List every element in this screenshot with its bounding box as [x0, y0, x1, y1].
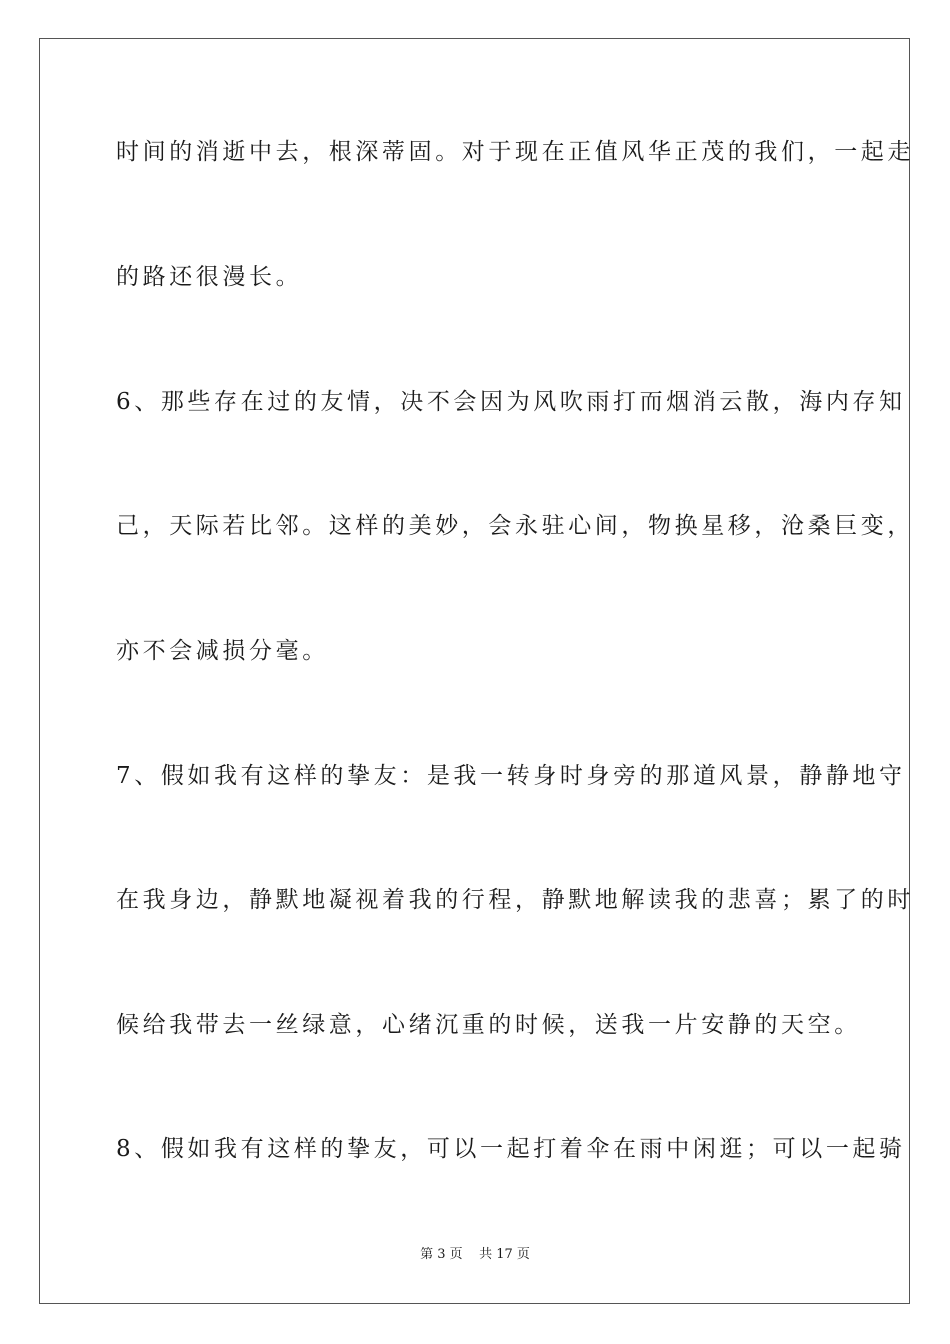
text-line: 在我身边，静默地凝视着我的行程，静默地解读我的悲喜；累了的时: [116, 887, 914, 913]
text-line: 7、假如我有这样的挚友：是我一转身时身旁的那道风景，静静地守: [116, 763, 906, 789]
page-number-footer: 第 3 页 共 17 页: [420, 1247, 530, 1262]
page-border: [39, 38, 914, 1304]
text-line: 的路还很漫长。: [116, 264, 303, 290]
text-line: 亦不会减损分毫。: [116, 638, 329, 664]
text-line: 己，天际若比邻。这样的美妙，会永驻心间，物换星移，沧桑巨变，: [116, 513, 914, 539]
text-line: 时间的消逝中去，根深蒂固。对于现在正值风华正茂的我们，一起走: [116, 139, 914, 165]
text-line: 8、假如我有这样的挚友，可以一起打着伞在雨中闲逛；可以一起骑: [116, 1136, 906, 1162]
text-line: 6、那些存在过的友情，决不会因为风吹雨打而烟消云散，海内存知: [116, 389, 906, 415]
text-line: 候给我带去一丝绿意，心绪沉重的时候，送我一片安静的天空。: [116, 1012, 861, 1038]
